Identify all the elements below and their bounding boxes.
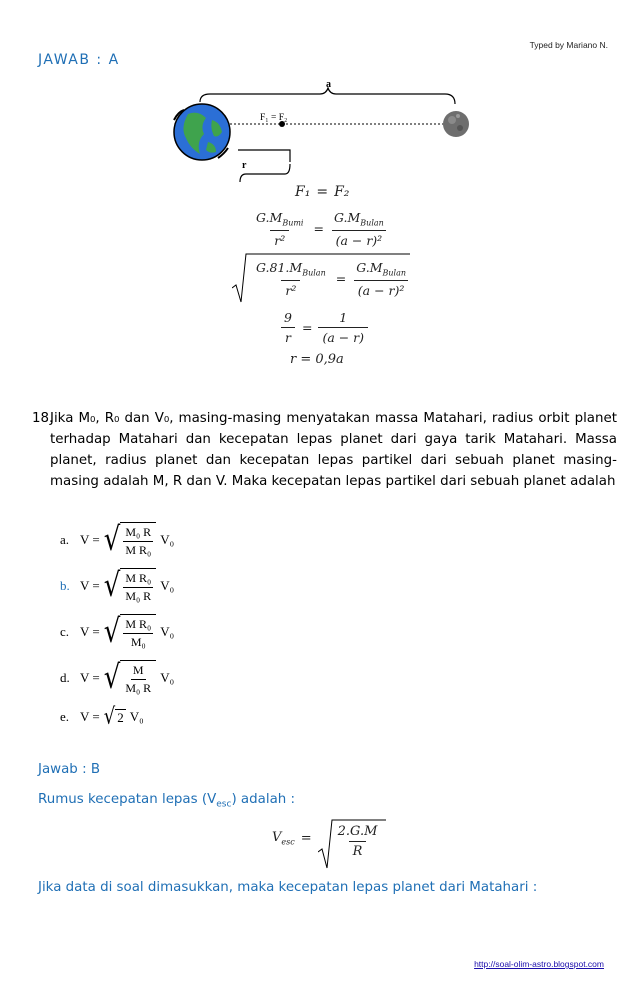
escape-velocity-intro: Rumus kecepatan lepas $(V_{esc})$ adalah : — [38, 792, 296, 810]
option-d: d. V = √ M M₀ R V₀ — [60, 659, 175, 697]
answer-b-heading: Jawab : B — [38, 762, 101, 777]
derivation-line-4: $\frac{9}{r}$ = $\frac{1}{(a - r)}$ — [280, 310, 368, 345]
option-a: a. V = √ M₀ R M R₀ V₀ — [60, 521, 175, 559]
bracket-r — [240, 164, 290, 182]
question-18 — [32, 408, 617, 492]
option-e: e. V = √ 2 V₀ — [60, 703, 144, 730]
substitution-intro: Jika data di soal dimasukkan, maka kecepatan lepas planet dari Matahari : — [38, 880, 538, 895]
typed-by-note: Typed by Mariano N. — [529, 40, 608, 50]
question-text: Jika M₀, R₀ dan V₀, masing-masing menyatakan massa Matahari, radius orbit planet terhadap Matahari dan kecepatan lepas planet dari gaya tarik Matahari. Massa planet, radius planet dan kecepatan lepas partikel dari sebuah planet masing-masing adalah M, R dan V. Maka kecepatan lepas partikel dari sebuah planet adalah — [50, 411, 617, 489]
question-number: 18. — [32, 411, 54, 426]
derivation-line-1: F₁ = F₂ — [295, 184, 350, 200]
bracket-a — [200, 88, 455, 104]
answer-a-heading: JAWAB : A — [38, 52, 120, 68]
earth-moon-figure — [160, 82, 480, 187]
option-b: b. V = √ M R₀ M₀ R V₀ — [60, 567, 175, 605]
force-label: F₁ = F₂ — [260, 113, 288, 123]
blog-link[interactable]: http://soal-olim-astro.blogspot.com — [474, 959, 604, 969]
option-c: c. V = √ M R₀ M₀ V₀ — [60, 613, 175, 651]
derivation-line-5: r = 0,9a — [290, 352, 344, 367]
escape-velocity-formula: $V_{esc}$ = $\frac{2.G.M}{R}$ — [272, 818, 381, 859]
label-a: a — [326, 82, 331, 90]
earth-icon — [174, 104, 230, 160]
label-r: r — [242, 160, 247, 171]
derivation-line-2: $\frac{G.M_{Bumi}}{\text{r²}}$ = $\frac{G.M_{Bulan}}{\text{(a − r)²}}$ — [252, 210, 388, 248]
moon-icon — [443, 111, 469, 137]
